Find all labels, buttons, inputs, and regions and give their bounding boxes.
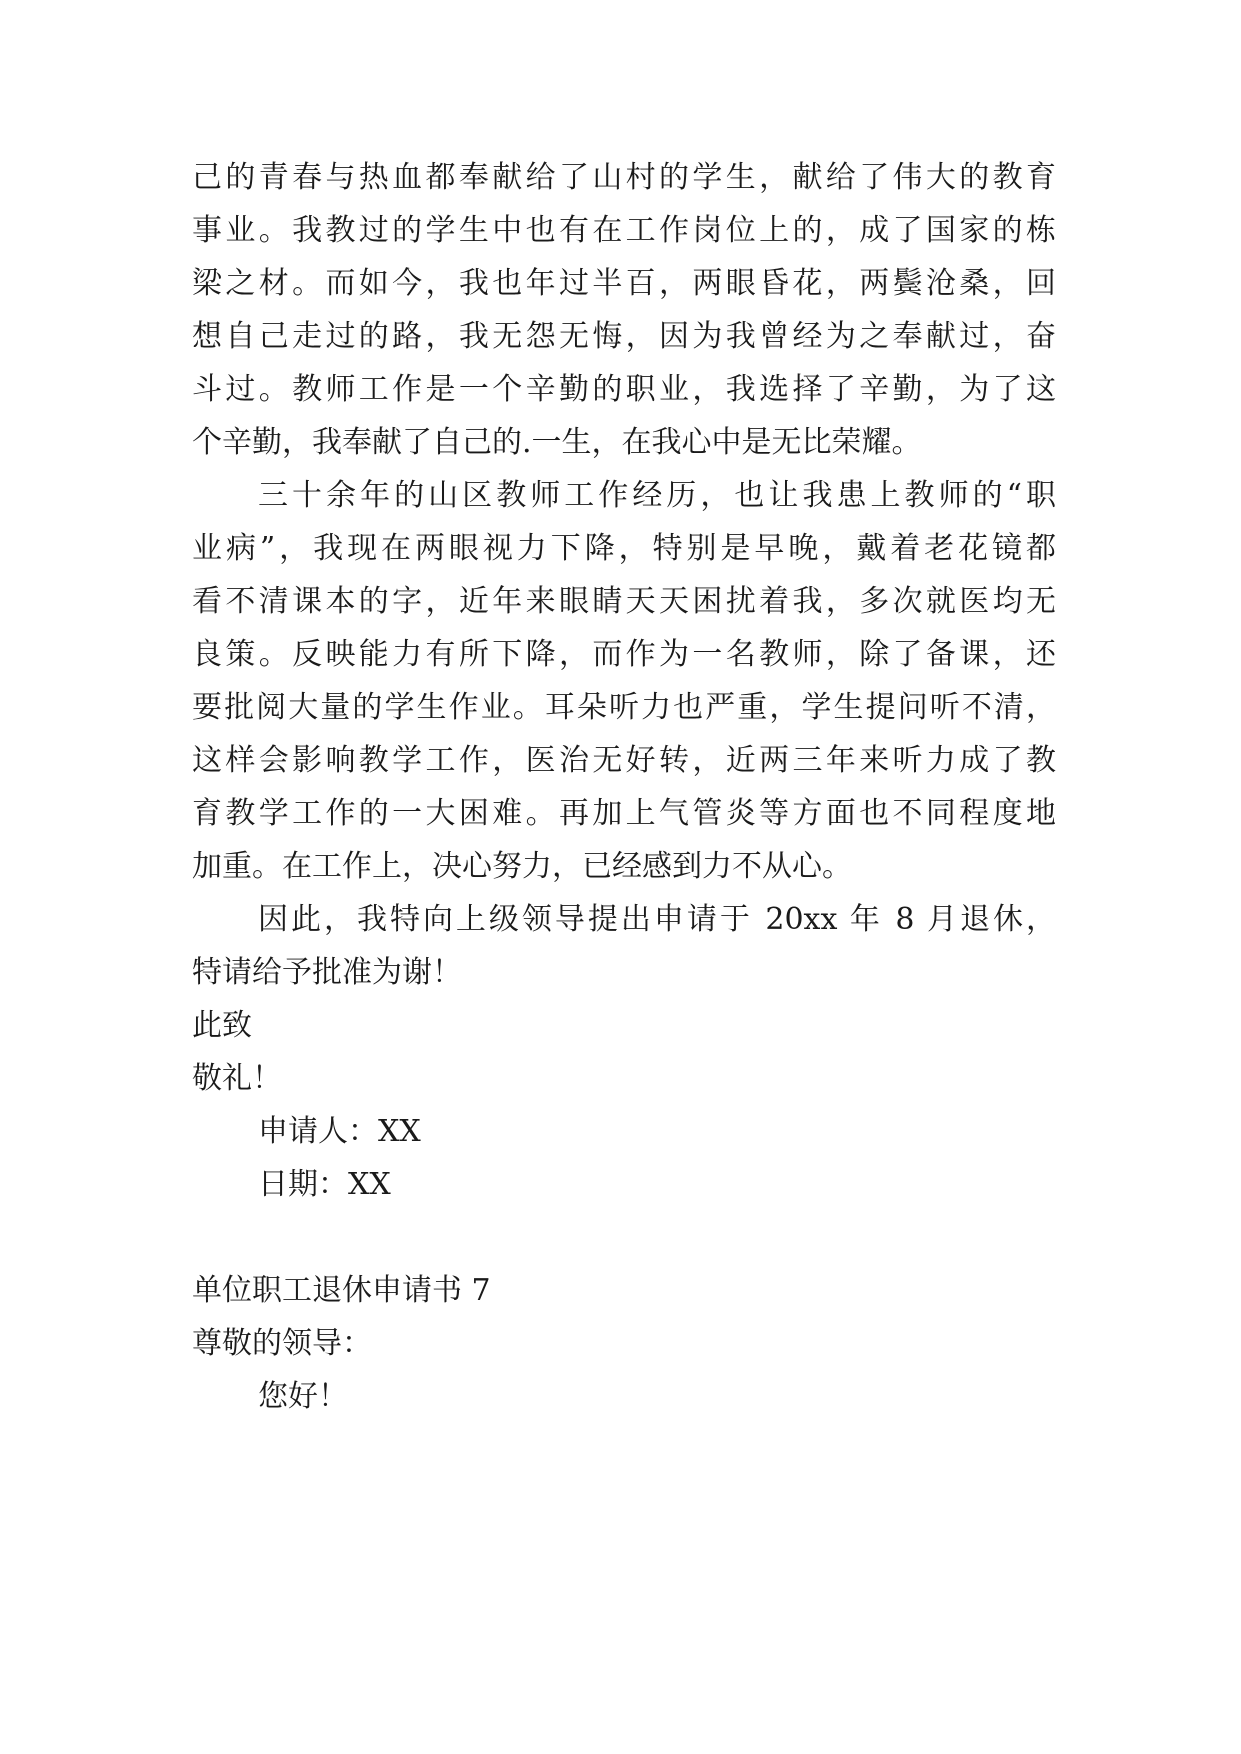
applicant-line: 申请人：XX	[258, 1114, 421, 1149]
paragraph-line: 三十余年的山区教师工作经历，也让我患上教师的“职	[258, 478, 1056, 513]
closing-salutation: 此致	[192, 1008, 252, 1043]
paragraph-line: 己的青春与热血都奉献给了山村的学生，献给了伟大的教育	[192, 160, 1056, 195]
paragraph-line: 看不清课本的字，近年来眼睛天天困扰着我，多次就医均无	[192, 584, 1056, 619]
paragraph-line: 特请给予批准为谢！	[192, 955, 462, 990]
paragraph-line: 梁之材。而如今，我也年过半百，两眼昏花，两鬓沧桑，回	[192, 266, 1056, 301]
paragraph-line: 想自己走过的路，我无怨无悔，因为我曾经为之奉献过，奋	[192, 319, 1056, 354]
section-title: 单位职工退休申请书 7	[192, 1273, 491, 1308]
date-line: 日期：XX	[258, 1167, 391, 1202]
paragraph-line: 良策。反映能力有所下降，而作为一名教师，除了备课，还	[192, 637, 1056, 672]
paragraph-line: 加重。在工作上，决心努力，已经感到力不从心。	[192, 849, 852, 884]
paragraph-line: 个辛勤，我奉献了自己的.一生，在我心中是无比荣耀。	[192, 425, 922, 460]
paragraph-line: 要批阅大量的学生作业。耳朵听力也严重，学生提问听不清，	[192, 690, 1056, 725]
greeting-line: 您好！	[258, 1379, 348, 1414]
paragraph-line: 因此，我特向上级领导提出申请于 20xx 年 8 月退休，	[258, 902, 1056, 937]
paragraph-line: 业病”，我现在两眼视力下降，特别是早晚，戴着老花镜都	[192, 531, 1056, 566]
closing-regards: 敬礼！	[192, 1061, 282, 1096]
greeting-line: 尊敬的领导：	[192, 1326, 372, 1361]
paragraph-line: 这样会影响教学工作，医治无好转，近两三年来听力成了教	[192, 743, 1056, 778]
paragraph-line: 育教学工作的一大困难。再加上气管炎等方面也不同程度地	[192, 796, 1056, 831]
paragraph-line: 事业。我教过的学生中也有在工作岗位上的，成了国家的栋	[192, 213, 1056, 248]
paragraph-line: 斗过。教师工作是一个辛勤的职业，我选择了辛勤，为了这	[192, 372, 1056, 407]
